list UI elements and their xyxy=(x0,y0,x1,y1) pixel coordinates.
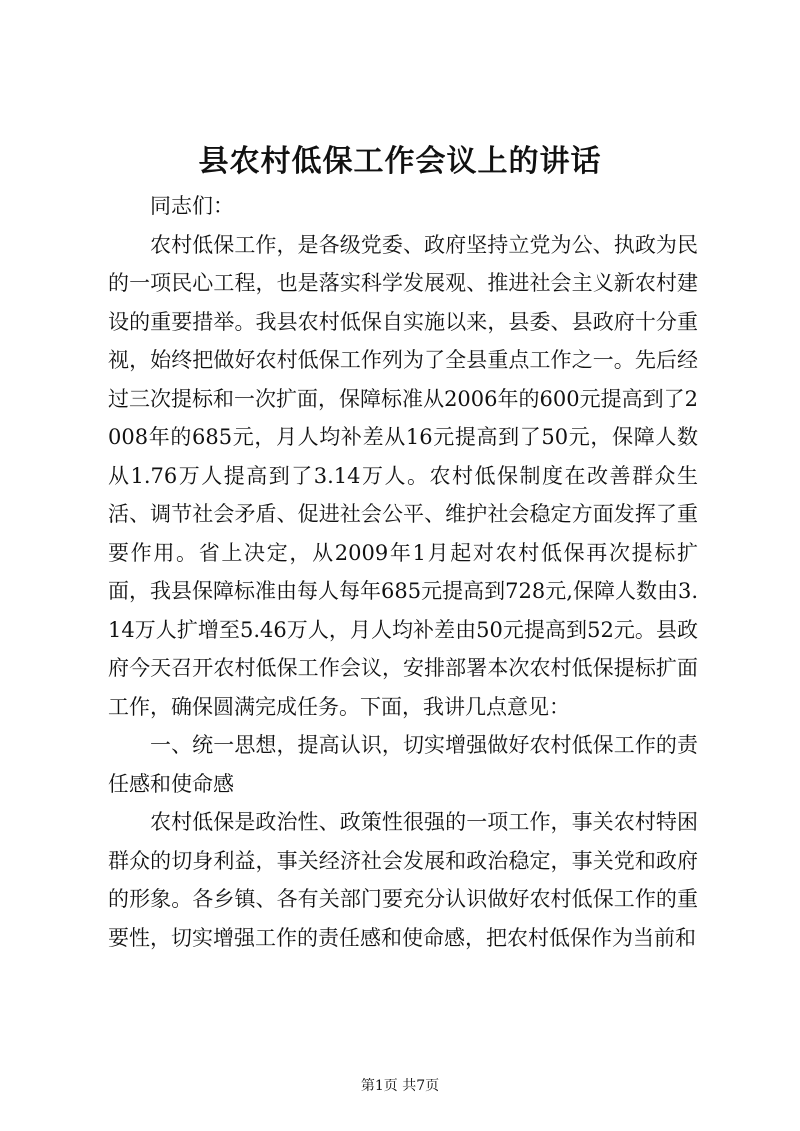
paragraph-intro: 农村低保工作，是各级党委、政府坚持立党为公、执政为民的一项民心工程，也是落实科学发展观、推进社会主义新农村建设的重要措举。我县农村低保自实施以来，县委、县政府十分重视，始终把做好农村低保工作列为了全县重点工作之一。先后经过三次提标和一次扩面，保障标准从2006年的600元提高到了2008年的685元，月人均补差从16元提高到了50元，保障人数从1.76万人提高到了3.14万人。农村低保制度在改善群众生活、调节社会矛盾、促进社会公平、维护社会稳定方面发挥了重要作用。省上决定，从2009年1月起对农村低保再次提标扩面，我县保障标准由每人每年685元提高到728元,保障人数由3.14万人扩增至5.46万人，月人均补差由50元提高到52元。县政府今天召开农村低保工作会议，安排部署本次农村低保提标扩面工作，确保圆满完成任务。下面，我讲几点意见： xyxy=(108,232,698,719)
paragraph-section-1: 农村低保是政治性、政策性很强的一项工作，事关农村特困群众的切身利益，事关经济社会发展和政治稳定，事关党和政府的形象。各乡镇、各有关部门要充分认识做好农村低保工作的重要性，切实增强工作的责任感和使命感，把农村低保作为当前和 xyxy=(108,810,698,950)
page-number-footer: 第1页 共7页 xyxy=(360,1078,440,1094)
document-body xyxy=(108,187,698,957)
salutation: 同志们： xyxy=(150,194,234,218)
section-heading-1: 一、统一思想，提高认识，切实增强做好农村低保工作的责任感和使命感 xyxy=(108,733,698,796)
document-title: 县农村低保工作会议上的讲话 xyxy=(198,144,602,179)
